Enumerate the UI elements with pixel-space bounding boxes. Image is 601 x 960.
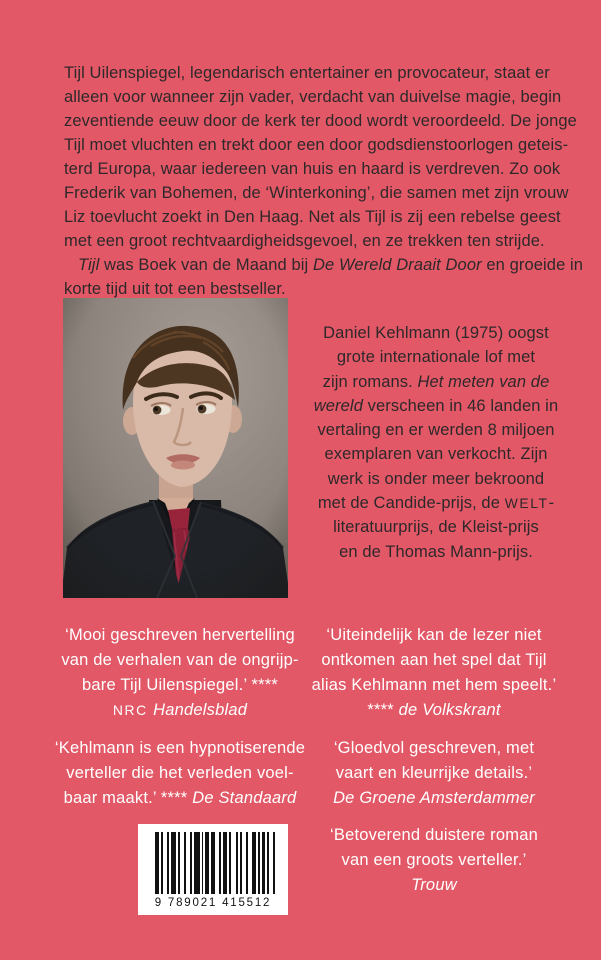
text-line: Frederik van Bohemen, de ‘Winterkoning’, die samen met zijn vrouw [64, 184, 569, 202]
text-line: terd Europa, waar iedereen van huis en haard is verdreven. Zo ook [64, 160, 561, 178]
text-line: Tijl moet vluchten en trekt door een door godsdienstoorlogen geteis- [64, 136, 569, 154]
author-bio-text [302, 321, 570, 564]
text-line: alias Kehlmann met hem speelt.’ [311, 676, 557, 694]
text-line: alleen voor wanneer zijn vader, verdacht van duivelse magie, begin [64, 88, 562, 106]
quote-volkskrant [300, 623, 568, 723]
text-line: De Groene Amsterdammer [333, 789, 535, 807]
text-line: met een groot rechtvaardigheidsgevoel, en ze trekken ten strijde. [64, 232, 545, 250]
text-line: met de Candide-prijs, de WELT- [317, 494, 555, 513]
quote-de-standaard [46, 736, 314, 811]
text-line: werk is onder meer bekroond [327, 469, 545, 488]
text-line: van de verhalen van de ongrijp- [61, 651, 299, 669]
text-line: vaart en kleurrijke details.’ [335, 764, 533, 782]
text-line: **** de Volkskrant [367, 701, 501, 719]
text-line: zeventiende eeuw door de kerk ter dood wordt veroordeeld. De jonge [64, 112, 577, 130]
text-line: en de Thomas Mann-prijs. [339, 542, 533, 561]
synopsis-text [64, 61, 584, 301]
text-line: Trouw [411, 876, 457, 894]
text-line: Liz toevlucht zoekt in Den Haag. Net als Tijl is zij een rebelse geest [64, 208, 561, 226]
text-line: korte tijd uit tot een bestseller. [64, 280, 286, 298]
text-line: ‘Uiteindelijk kan de lezer niet [326, 626, 542, 644]
text-line: van een groots verteller.’ [341, 851, 527, 869]
quote-trouw [300, 823, 568, 898]
barcode-bars [155, 832, 279, 894]
text-line: bare Tijl Uilenspiegel.’ **** [82, 676, 278, 694]
text-line: verteller die het verleden voel- [66, 764, 294, 782]
text-line: Tijl was Boek van de Maand bij De Wereld Draait Door en groeide in [78, 256, 584, 274]
text-line: literatuurprijs, de Kleist-prijs [333, 518, 539, 537]
text-line: zijn romans. Het meten van de [322, 372, 550, 391]
author-portrait-photo [63, 298, 288, 598]
text-line: exemplaren van verkocht. Zijn [324, 445, 548, 464]
text-line: Tijl Uilenspiegel, legendarisch entertainer en provocateur, staat er [64, 64, 550, 82]
barcode [138, 824, 288, 915]
portrait-illustration [63, 298, 288, 598]
text-line: baar maakt.’ **** De Standaard [63, 789, 297, 807]
isbn-number: 9 789021 415512 [154, 897, 272, 909]
quote-nrc-handelsblad [46, 623, 314, 723]
text-line: ontkomen aan het spel dat Tijl [321, 651, 547, 669]
text-line: ‘Mooi geschreven hervertelling [65, 626, 295, 644]
quote-groene-amsterdammer [300, 736, 568, 811]
text-line: ‘Betoverend duistere roman [330, 826, 538, 844]
text-line: ‘Gloedvol geschreven, met [333, 739, 535, 757]
text-line: grote internationale lof met [336, 348, 536, 367]
text-line: ‘Kehlmann is een hypnotiserende [54, 739, 306, 757]
text-line: Daniel Kehlmann (1975) oogst [323, 324, 549, 342]
text-line: NRC Handelsblad [112, 701, 248, 719]
text-line: wereld verscheen in 46 landen in [313, 396, 559, 415]
text-line: vertaling en er werden 8 miljoen [317, 421, 555, 440]
